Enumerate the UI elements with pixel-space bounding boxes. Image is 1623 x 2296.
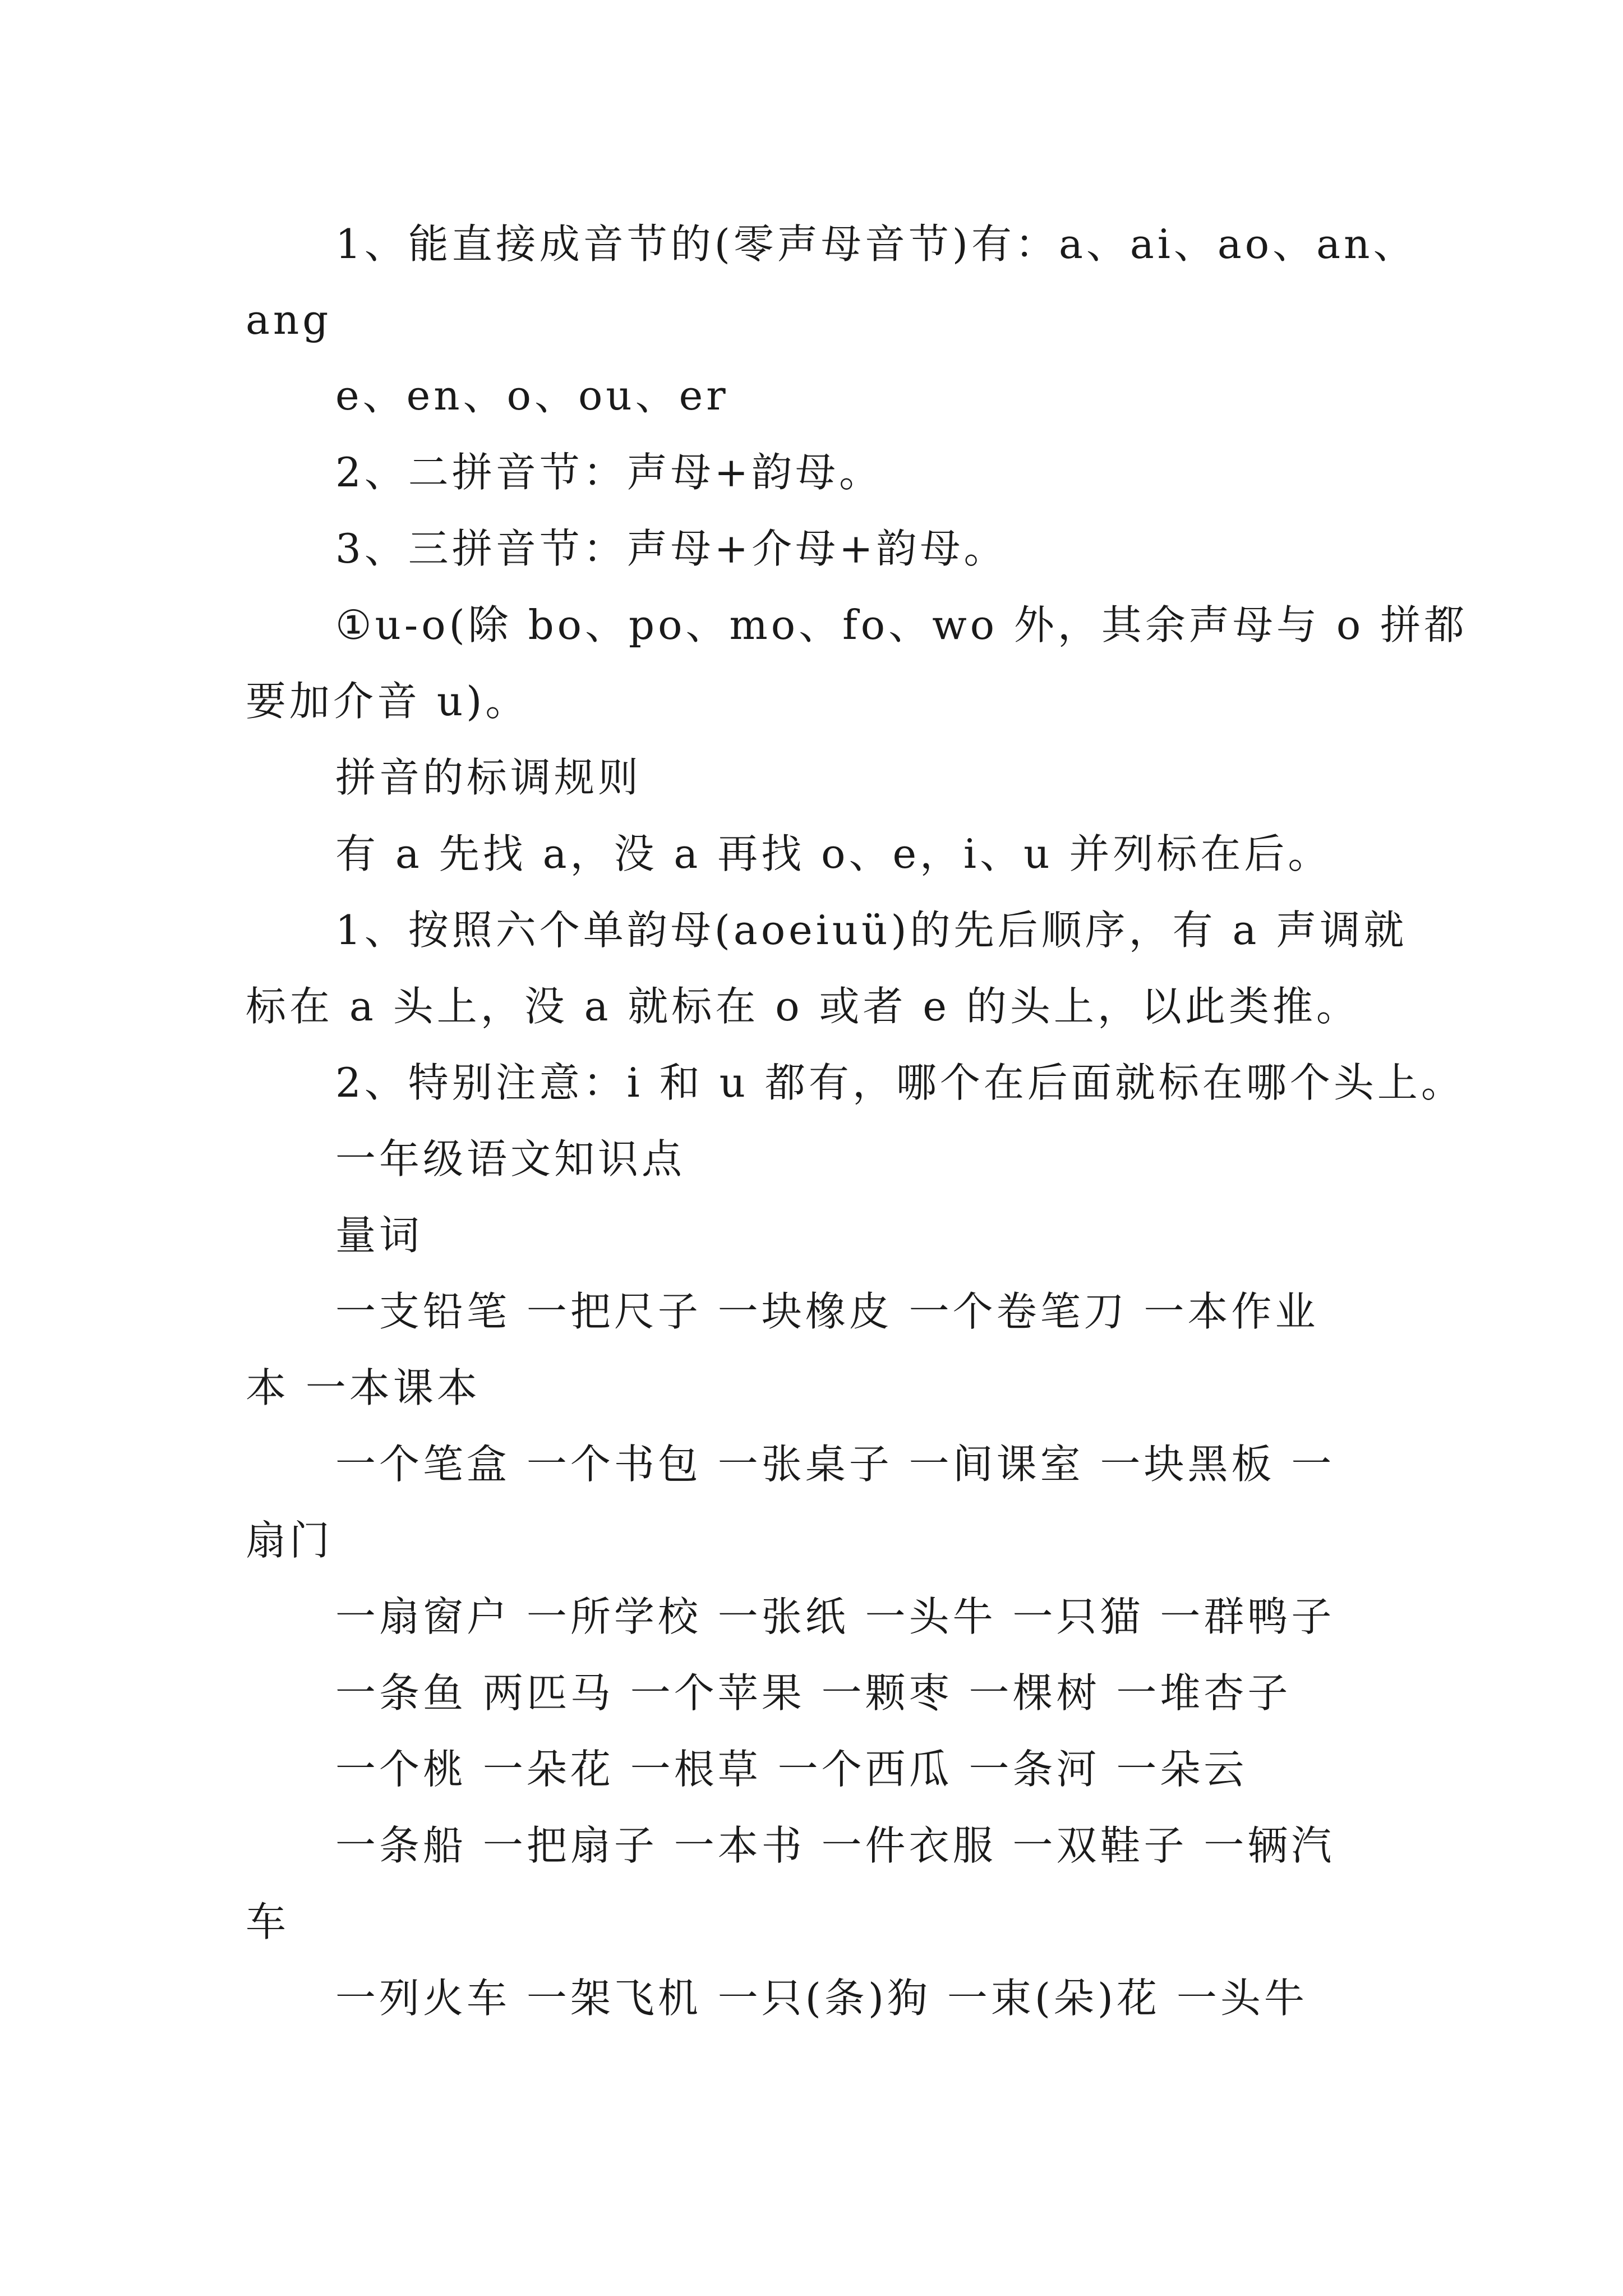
text-line-8: 拼音的标调规则 (335, 754, 642, 801)
text-line-9: 有 a 先找 a，没 a 再找 o、e，i、u 并列标在后。 (335, 830, 1332, 877)
text-line-17: 一个笔盒 一个书包 一张桌子 一间课室 一块黑板 一 (335, 1441, 1335, 1488)
text-line-11: 标在 a 头上，没 a 就标在 o 或者 e 的头上，以此类推。 (246, 983, 1360, 1030)
text-line-7: 要加介音 u)。 (246, 678, 529, 725)
text-line-14: 量词 (335, 1212, 423, 1259)
text-line-21: 一个桃 一朵花 一根草 一个西瓜 一条河 一朵云 (335, 1746, 1248, 1793)
text-line-10: 1、按照六个单韵母(aoeiuü)的先后顺序，有 a 声调就 (335, 907, 1408, 954)
text-line-2: ang (246, 296, 332, 343)
text-line-24: 一列火车 一架飞机 一只(条)狗 一束(朵)花 一头牛 (335, 1975, 1308, 2022)
text-line-4: 2、二拼音节：声母+韵母。 (335, 449, 883, 496)
text-line-20: 一条鱼 两匹马 一个苹果 一颗枣 一棵树 一堆杏子 (335, 1669, 1292, 1717)
text-line-23: 车 (246, 1898, 290, 1945)
text-line-12: 2、特别注意：i 和 u 都有，哪个在后面就标在哪个头上。 (335, 1059, 1465, 1106)
text-line-13: 一年级语文知识点 (335, 1135, 686, 1182)
text-line-6: ①u-o(除 bo、po、mo、fo、wo 外，其余声母与 o 拼都 (335, 601, 1468, 648)
text-line-3: e、en、o、ou、er (335, 372, 729, 419)
text-line-18: 扇门 (246, 1517, 334, 1564)
text-line-19: 一扇窗户 一所学校 一张纸 一头牛 一只猫 一群鸭子 (335, 1593, 1335, 1640)
text-line-1: 1、能直接成音节的(零声母音节)有：a、ai、ao、an、 (335, 220, 1417, 268)
text-line-15: 一支铅笔 一把尺子 一块橡皮 一个卷笔刀 一本作业 (335, 1288, 1319, 1335)
text-line-5: 3、三拼音节：声母+介母+韵母。 (335, 525, 1008, 572)
text-line-16: 本 一本课本 (246, 1364, 481, 1411)
text-line-22: 一条船 一把扇子 一本书 一件衣服 一双鞋子 一辆汽 (335, 1822, 1335, 1869)
